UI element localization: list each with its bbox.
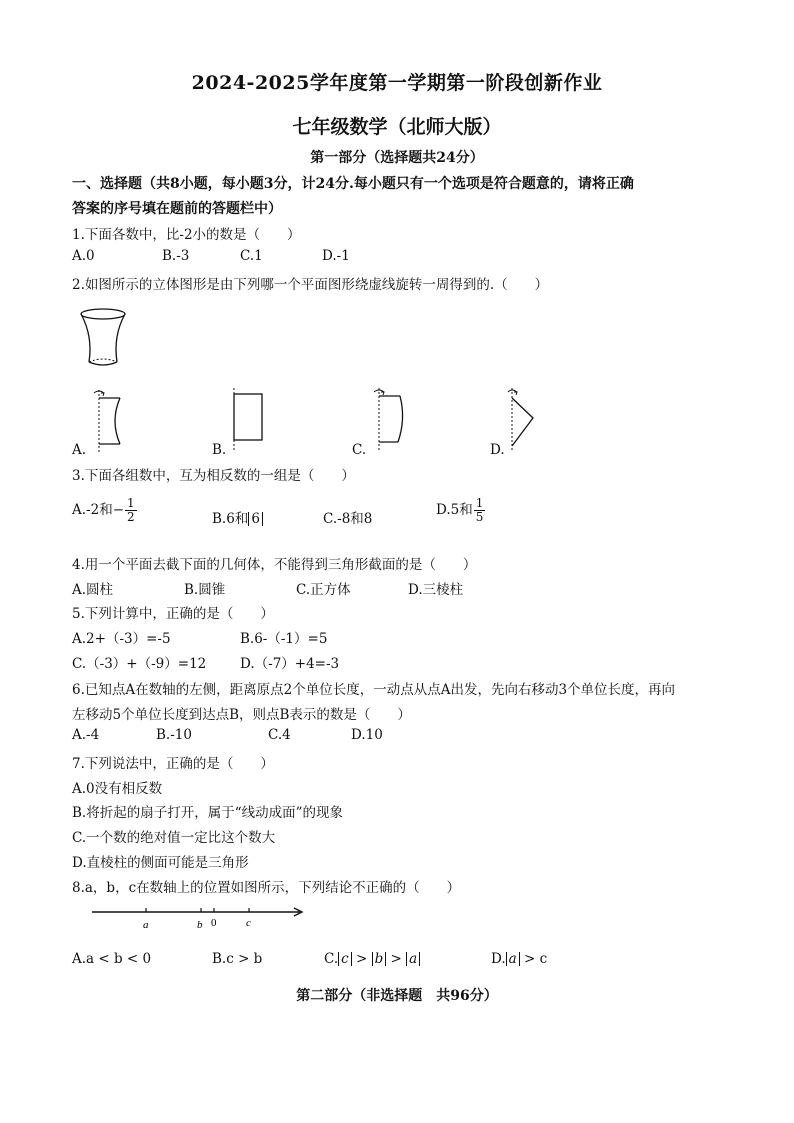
q6-option-a: A.-4 — [72, 727, 100, 743]
q3-option-a — [72, 497, 138, 524]
q4-option-d: D.三棱柱 — [408, 582, 464, 598]
fraction-numerator: 1 — [127, 496, 135, 510]
q5-stem: 5.下列计算中，正确的是（ ） — [72, 606, 274, 622]
q3-option-d-prefix: D.5和 — [436, 502, 473, 518]
q3-option-b-prefix: B.6和 — [212, 511, 249, 527]
q8-option-d-tail: > c — [519, 951, 548, 967]
greater-than: > — [386, 951, 407, 967]
q2-option-c-figure — [370, 386, 410, 452]
q2-option-b-figure — [228, 386, 268, 452]
fraction-denominator: 5 — [475, 510, 484, 524]
q1-option-c: C.1 — [240, 248, 263, 264]
absolute-value-six: 6 — [248, 512, 263, 526]
q7-option-a: A.0没有相反数 — [72, 781, 163, 797]
q6-option-d: D.10 — [351, 727, 383, 743]
q5-option-a: A.2+（-3）=-5 — [72, 631, 171, 647]
q6-stem-line1: 6.已知点A在数轴的左侧，距离原点2个单位长度，一动点从点A出发，先向右移动3个单位长度，再向 — [72, 682, 676, 698]
q1-option-b: B.-3 — [162, 248, 190, 264]
q5-option-d: D.（-7）+4=-3 — [240, 656, 340, 672]
q8-option-d-label: D. — [491, 951, 506, 967]
abs-c — [338, 952, 352, 966]
q2-option-d-figure — [505, 386, 545, 452]
q3-option-d — [436, 497, 486, 524]
exam-title: 2024-2025学年度第一学期第一阶段创新作业 — [191, 72, 603, 94]
q2-option-a: A. — [72, 442, 87, 458]
axis-label-zero: 0 — [211, 917, 217, 929]
fraction-denominator: 2 — [127, 510, 135, 524]
variable-a: a — [508, 951, 517, 967]
part1-heading: 第一部分（选择题共24分） — [310, 150, 484, 166]
q5-option-b: B.6-（-1）=5 — [240, 631, 328, 647]
q8-option-c — [324, 951, 420, 967]
q3-stem: 3.下面各组数中，互为相反数的一组是（ ） — [72, 468, 355, 484]
q4-option-c: C.正方体 — [296, 582, 351, 598]
q7-stem: 7.下列说法中，正确的是（ ） — [72, 756, 274, 772]
q4-option-a: A.圆柱 — [72, 582, 114, 598]
q3-option-a-fraction — [125, 497, 137, 524]
abs-a — [406, 952, 420, 966]
q2-option-d: D. — [490, 442, 505, 458]
abs-a — [506, 952, 520, 966]
q3-option-b — [212, 507, 263, 527]
q6-stem-line2: 左移动5个单位长度到达点B，则点B表示的数是（ ） — [72, 707, 411, 723]
q6-option-c: C.4 — [268, 727, 291, 743]
q4-stem: 4.用一个平面去截下面的几何体，不能得到三角形截面的是（ ） — [72, 557, 477, 573]
fraction-numerator: 1 — [475, 496, 484, 510]
variable-b: b — [374, 951, 384, 967]
q2-solid-figure — [78, 306, 138, 372]
q6-option-b: B.-10 — [156, 727, 192, 743]
q1-option-a: A.0 — [72, 248, 95, 264]
q7-option-d: D.直棱柱的侧面可能是三角形 — [72, 855, 249, 871]
q4-option-b: B.圆锥 — [184, 582, 226, 598]
q8-number-line — [86, 898, 316, 932]
axis-label-c: c — [246, 917, 251, 929]
q7-option-b: B.将折起的扇子打开，属于“线动成面”的现象 — [72, 805, 344, 821]
q2-option-a-figure — [90, 388, 130, 454]
axis-label-b: b — [197, 919, 203, 931]
q3-option-c: C.-8和8 — [323, 511, 373, 527]
section1-instructions-line1: 一、选择题（共8小题，每小题3分，计24分.每小题只有一个选项是符合题意的，请将正确 — [72, 176, 634, 192]
q5-option-c: C.（-3）+（-9）=12 — [72, 656, 207, 672]
q3-option-a-prefix: A.-2和− — [72, 502, 125, 518]
q8-option-b: B.c > b — [212, 951, 263, 967]
section1-instructions-line2: 答案的序号填在题前的答题栏中） — [72, 201, 282, 217]
axis-label-a: a — [143, 919, 149, 931]
q2-option-b: B. — [212, 442, 227, 458]
q8-stem: 8.a，b，c在数轴上的位置如图所示，下列结论不正确的（ ） — [72, 880, 461, 896]
part2-heading: 第二部分（非选择题 共96分） — [296, 988, 498, 1004]
q7-option-c: C.一个数的绝对值一定比这个数大 — [72, 830, 276, 846]
abs-b — [372, 952, 387, 966]
variable-c: c — [341, 951, 349, 967]
q2-option-c: C. — [352, 442, 367, 458]
greater-than: > — [351, 951, 372, 967]
q8-option-a: A.a < b < 0 — [72, 951, 152, 967]
q8-option-d — [491, 951, 547, 967]
q8-option-c-label: C. — [324, 951, 339, 967]
q1-stem: 1.下面各数中，比-2小的数是（ ） — [72, 227, 301, 243]
q3-option-d-fraction — [474, 497, 486, 524]
variable-a: a — [409, 951, 418, 967]
q2-stem: 2.如图所示的立体图形是由下列哪一个平面图形绕虚线旋转一周得到的.（ ） — [72, 277, 549, 293]
exam-subtitle: 七年级数学（北师大版） — [292, 116, 502, 138]
q1-option-d: D.-1 — [322, 248, 350, 264]
